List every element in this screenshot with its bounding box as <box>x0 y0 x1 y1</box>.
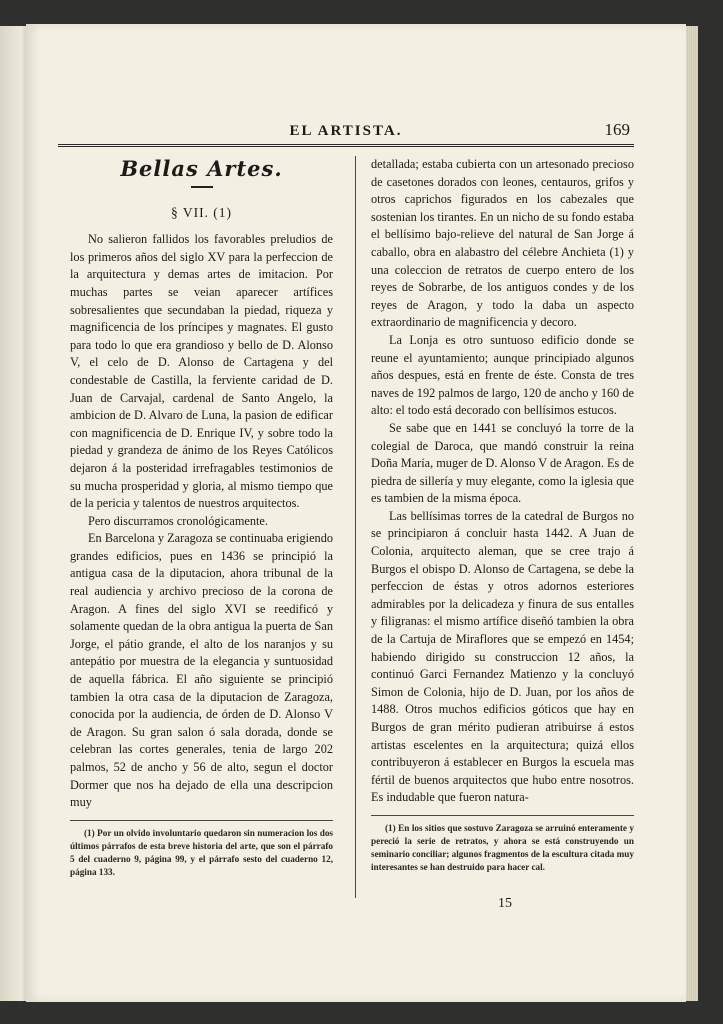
left-column <box>70 156 333 879</box>
footnote <box>70 827 333 879</box>
paragraph: La Lonja es otro suntuoso edificio donde se reune el ayuntamiento; aunque principiado algunos años despues, está en frente de éste. Consta de tres naves de 192 palmos de largo, 120 de ancho y 160 de alto: el todo está decorado con bellísimos estucos. <box>371 332 634 418</box>
paragraph: No salieron fallidos los favorables preludios de los primeros años del siglo XV para la perfeccion de la arquitectura y demas artes de imitacion. Por muchas partes se veian aparecer artífices sobresalientes que secundaban la piedad, riqueza y magnificencia de los príncipes y magnates. El gusto para todo lo que era grandioso y bello de D. Alonso V, el celo de D. Alonso de Cartagena y del condestable de Castilla, la ferviente caridad de D. Juan de Carvajal, cardenal de Santo Angelo, la ambicion de D. Alvaro de Luna, la pasion de edificar con magnificencia de D. Enrique IV, y sobre todo la piedad y grandeza de ánimo de los Reyes Católicos dejaron á la posteridad irrefragables testimonios de su mucha prosperidad y gloria, al mismo tiempo que de la pericia y talentos de nuestros arquitectos. <box>70 232 333 511</box>
paragraph: Las bellísimas torres de la catedral de Burgos no se principiaron á concluir hasta 1442. A Juan de Colonia, arquitecto aleman, que se cree trajo á Burgos el obispo D. Alonso de Cartagena, se debe la perfeccion de éstas y otros adornos esteriores admirables por la delicadeza y finura de sus entalles y filigranas: el mismo artífice diseñó tambien la obra de la Cartuja de Miraflores que se empezó en 1454; habiendo dirigido su construccion 12 años, la continuó Garci Fernandez Matienzo y la concluyó Simon de Colonia, hijo de D. Juan, por los años de 1488. Otros muchos edificios góticos que hay en Burgos de gran mérito pudieran atribuirse á estos artistas escelentes en la arquitectura; quizá ellos contribuyeron á establecer en Burgos la escuela mas fértil de buenos arquitectos que hubo entre nosotros. Es indudable que fueron natura- <box>371 508 634 805</box>
column-divider <box>355 156 356 898</box>
paragraph: Pero discurramos cronológicamente. <box>88 513 268 528</box>
signature-mark: 15 <box>498 896 512 911</box>
footnote-rule <box>70 820 333 821</box>
paragraph: detallada; estaba cubierta con un artesonado precioso de casetones dorados con leones, centauros, grifos y otros caprichos figurados en los cabezales que sostenian los tirantes. En un nicho de su fondo estaba el bellísimo bajo-relieve del natural de San Jorge á caballo, obra en alabastro del célebre Anchieta (1) y una coleccion de retratos de cuerpo entero de los reyes de Sobrarbe, de los antiguos condes y de los reyes de Aragon, y todo la daba un aspecto extraordinario de magnificencia y decoro. <box>371 157 634 330</box>
footnote-text: (1) En los sitios que sostuvo Zaragoza se arruinó enteramente y pereció la serie de retratos, y ahora se está construyendo un seminario conciliar; algunos fragmentos de la escultura citada muy interesantes se han destruido para hacer cal. <box>371 822 634 872</box>
footnote <box>371 822 634 874</box>
book-page <box>26 24 686 1002</box>
paragraph: En Barcelona y Zaragoza se continuaba erigiendo grandes edificios, pues en 1436 se principió la antigua casa de la diputacion, ahora tribunal de la real audiencia y archivo precioso de la corona de Aragon. A fines del siglo XVI se reedificó y solamente quedan de la obra antigua la puerta de San Jorge, el pátio grande, el alto de los naranjos y su antepátio por muestra de la elegancia y suntuosidad de aquella fábrica. El año siguiente se principió tambien la otra casa de la diputacion de Zaragoza, conocida por la audiencia, de órden de D. Alonso V de Aragon. Su gran salon ó sala dorada, donde se celebran las cortes generales, tenia de largo 202 palmos, 52 de ancho y 56 de alto, segun el doctor Dormer que nos ha dejado de ella una descripcion muy <box>70 531 333 810</box>
paragraph: Se sabe que en 1441 se concluyó la torre de la colegial de Daroca, que mandó construir la reina Doña María, muger de D. Alonso V de Aragon. Es de piedra de sillería y muy elegante, como la iglesia que es tambien de la misma época. <box>371 420 634 506</box>
page-number: 169 <box>604 120 630 139</box>
journal-title: EL ARTISTA. <box>289 123 403 139</box>
right-column <box>371 156 634 874</box>
title-rule <box>191 186 213 188</box>
footnote-text: (1) Por un olvido involuntario quedaron sin numeracion los dos últimos párrafos de esta breve historia del arte, que son el párrafo 5 del cuaderno 9, página 99, y el párrafo sesto del cuaderno 12, página 133. <box>70 827 333 877</box>
section-title: Bellas Artes. <box>120 156 283 181</box>
footnote-rule <box>371 815 634 816</box>
running-header <box>58 120 634 147</box>
page-content <box>58 120 634 911</box>
section-heading: § VII. (1) <box>170 204 233 220</box>
